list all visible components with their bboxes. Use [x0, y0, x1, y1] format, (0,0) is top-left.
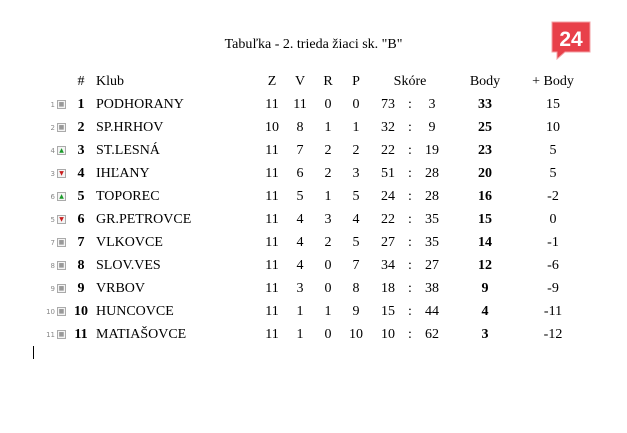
header-club: Klub [96, 73, 124, 89]
score-separator: : [408, 257, 412, 273]
wins: 1 [296, 326, 304, 342]
score-separator: : [408, 234, 412, 250]
standings-table [44, 70, 586, 346]
score [370, 231, 450, 254]
goals-for: 22 [381, 142, 395, 158]
losses: 0 [352, 96, 360, 112]
table-row [44, 277, 586, 300]
goals-for: 51 [381, 165, 395, 181]
wins: 8 [296, 119, 304, 135]
previous-position-cell [44, 93, 70, 116]
header-wins: V [294, 73, 306, 89]
wins: 11 [293, 96, 307, 112]
club-name[interactable]: ST.LESNÁ [96, 142, 160, 158]
points: 12 [478, 257, 492, 273]
position: 5 [77, 188, 85, 204]
plus-points: -11 [543, 303, 563, 319]
wins: 1 [296, 303, 304, 319]
goals-for: 34 [381, 257, 395, 273]
draws: 1 [324, 188, 332, 204]
goals-against: 9 [428, 119, 436, 135]
draws: 0 [324, 280, 332, 296]
losses: 2 [352, 142, 360, 158]
plus-points: 5 [549, 165, 557, 181]
previous-position: 2 [50, 123, 55, 132]
trend-up-icon: ▲ [57, 192, 66, 201]
score [370, 208, 450, 231]
goals-against: 44 [425, 303, 439, 319]
table-body [44, 93, 586, 346]
previous-position: 4 [50, 146, 55, 155]
score-separator: : [408, 326, 412, 342]
goals-against: 35 [425, 234, 439, 250]
previous-position-cell [44, 300, 70, 323]
plus-points: 5 [549, 142, 557, 158]
table-row [44, 231, 586, 254]
trend-down-icon: ▼ [57, 169, 66, 178]
position: 9 [77, 280, 85, 296]
draws: 0 [324, 257, 332, 273]
draws: 1 [324, 119, 332, 135]
points: 3 [481, 326, 489, 342]
plus-points: -1 [547, 234, 559, 250]
header-position: # [77, 73, 85, 89]
points: 20 [478, 165, 492, 181]
wins: 4 [296, 234, 304, 250]
points: 16 [478, 188, 492, 204]
header-prev [44, 70, 70, 93]
losses: 4 [352, 211, 360, 227]
previous-position-cell [44, 162, 70, 185]
score [370, 323, 450, 346]
losses: 1 [352, 119, 360, 135]
goals-for: 32 [381, 119, 395, 135]
club-name[interactable]: HUNCOVCE [96, 303, 174, 319]
header-points: Body [469, 73, 501, 89]
score [370, 300, 450, 323]
goals-against: 3 [428, 96, 436, 112]
position: 11 [74, 326, 88, 342]
games-played: 11 [265, 234, 279, 250]
club-name[interactable]: MATIAŠOVCE [96, 326, 187, 342]
previous-position-cell [44, 185, 70, 208]
wins: 3 [296, 280, 304, 296]
trend-same-icon: ■ [58, 261, 65, 269]
wins: 4 [296, 257, 304, 273]
games-played: 11 [265, 96, 279, 112]
draws: 2 [324, 165, 332, 181]
score-separator: : [408, 188, 412, 204]
score [370, 116, 450, 139]
goals-for: 22 [381, 211, 395, 227]
table-row [44, 323, 586, 346]
score [370, 139, 450, 162]
plus-points: 10 [546, 119, 560, 135]
draws: 2 [324, 142, 332, 158]
losses: 5 [352, 234, 360, 250]
points: 23 [478, 142, 492, 158]
trend-up-icon: ▲ [57, 146, 66, 155]
plus-points: -9 [547, 280, 559, 296]
losses: 3 [352, 165, 360, 181]
position: 10 [74, 303, 88, 319]
plus-points: 0 [549, 211, 557, 227]
previous-position: 1 [50, 100, 55, 109]
plus-points: -6 [547, 257, 559, 273]
header-losses: P [352, 73, 360, 89]
position: 8 [77, 257, 85, 273]
draws: 2 [324, 234, 332, 250]
score [370, 254, 450, 277]
score-separator: : [408, 303, 412, 319]
plus-points: -12 [543, 326, 563, 342]
goals-against: 19 [425, 142, 439, 158]
draws: 0 [324, 326, 332, 342]
games-played: 10 [265, 119, 279, 135]
table-row [44, 185, 586, 208]
position: 6 [77, 211, 85, 227]
score-separator: : [408, 211, 412, 227]
goals-for: 27 [381, 234, 395, 250]
previous-position-cell [44, 254, 70, 277]
header-score: Skóre [393, 73, 427, 89]
goals-for: 10 [381, 326, 395, 342]
position: 2 [77, 119, 85, 135]
table-row [44, 254, 586, 277]
games-played: 11 [265, 142, 279, 158]
previous-position: 9 [50, 284, 55, 293]
draws: 0 [324, 96, 332, 112]
score-separator: : [408, 142, 412, 158]
trend-same-icon: ■ [58, 330, 65, 338]
goals-for: 15 [381, 303, 395, 319]
trend-same-icon: ■ [58, 123, 65, 131]
games-played: 11 [265, 188, 279, 204]
club-name[interactable]: IHĽANY [96, 165, 150, 181]
header-games: Z [267, 73, 277, 89]
table-header-row [44, 70, 586, 93]
plus-points: 15 [546, 96, 560, 112]
previous-position-cell [44, 208, 70, 231]
previous-position-cell [44, 139, 70, 162]
draws: 1 [324, 303, 332, 319]
score-separator: : [408, 96, 412, 112]
plus-points: -2 [547, 188, 559, 204]
trend-same-icon: ■ [58, 238, 65, 246]
goals-against: 35 [425, 211, 439, 227]
position: 3 [77, 142, 85, 158]
trend-same-icon: ■ [58, 100, 65, 108]
position: 4 [77, 165, 85, 181]
games-played: 11 [265, 257, 279, 273]
games-played: 11 [265, 280, 279, 296]
losses: 5 [352, 188, 360, 204]
points: 25 [478, 119, 492, 135]
wins: 7 [296, 142, 304, 158]
position: 1 [77, 96, 85, 112]
score [370, 162, 450, 185]
score [370, 93, 450, 116]
goals-for: 18 [381, 280, 395, 296]
score-separator: : [408, 119, 412, 135]
club-name[interactable]: SLOV.VES [96, 257, 161, 273]
table-row [44, 116, 586, 139]
goals-against: 28 [425, 188, 439, 204]
previous-position: 3 [50, 169, 55, 178]
table-row [44, 162, 586, 185]
previous-position-cell [44, 116, 70, 139]
previous-position: 8 [50, 261, 55, 270]
previous-position: 6 [50, 192, 55, 201]
previous-position-cell [44, 323, 70, 346]
goals-for: 73 [381, 96, 395, 112]
previous-position: 7 [50, 238, 55, 247]
goals-for: 24 [381, 188, 395, 204]
club-name[interactable]: SP.HRHOV [96, 119, 164, 135]
games-played: 11 [265, 303, 279, 319]
losses: 8 [352, 280, 360, 296]
club-name[interactable]: GR.PETROVCE [96, 211, 192, 227]
club-name[interactable]: PODHORANY [96, 96, 184, 112]
wins: 5 [296, 188, 304, 204]
goals-against: 62 [425, 326, 439, 342]
games-played: 11 [265, 165, 279, 181]
table-row [44, 139, 586, 162]
score-separator: : [408, 165, 412, 181]
trend-down-icon: ▼ [57, 215, 66, 224]
points: 14 [478, 234, 492, 250]
points: 9 [481, 280, 489, 296]
header-plus-points: + Body [532, 73, 574, 89]
draws: 3 [324, 211, 332, 227]
table-row [44, 300, 586, 323]
goals-against: 27 [425, 257, 439, 273]
previous-position-cell [44, 277, 70, 300]
losses: 9 [352, 303, 360, 319]
position: 7 [77, 234, 85, 250]
score [370, 185, 450, 208]
losses: 10 [349, 326, 363, 342]
previous-position-cell [44, 231, 70, 254]
losses: 7 [352, 257, 360, 273]
points: 4 [481, 303, 489, 319]
score [370, 277, 450, 300]
logo-text: 24 [559, 28, 583, 51]
score-separator: : [408, 280, 412, 296]
points: 33 [478, 96, 492, 112]
goals-against: 28 [425, 165, 439, 181]
wins: 4 [296, 211, 304, 227]
club-name[interactable]: VLKOVCE [96, 234, 163, 250]
club-name[interactable]: VRBOV [96, 280, 146, 296]
trend-same-icon: ■ [58, 307, 65, 315]
previous-position: 10 [46, 307, 55, 316]
header-draws: R [323, 73, 333, 89]
previous-position: 11 [46, 330, 55, 339]
points: 15 [478, 211, 492, 227]
wins: 6 [296, 165, 304, 181]
goals-against: 38 [425, 280, 439, 296]
games-played: 11 [265, 211, 279, 227]
club-name[interactable]: TOPOREC [96, 188, 160, 204]
table-row [44, 208, 586, 231]
previous-position: 5 [50, 215, 55, 224]
table-title: Tabuľka - 2. trieda žiaci sk. "B" [224, 37, 403, 52]
table-row [44, 93, 586, 116]
text-cursor [33, 346, 34, 359]
games-played: 11 [265, 326, 279, 342]
trend-same-icon: ■ [58, 284, 65, 292]
